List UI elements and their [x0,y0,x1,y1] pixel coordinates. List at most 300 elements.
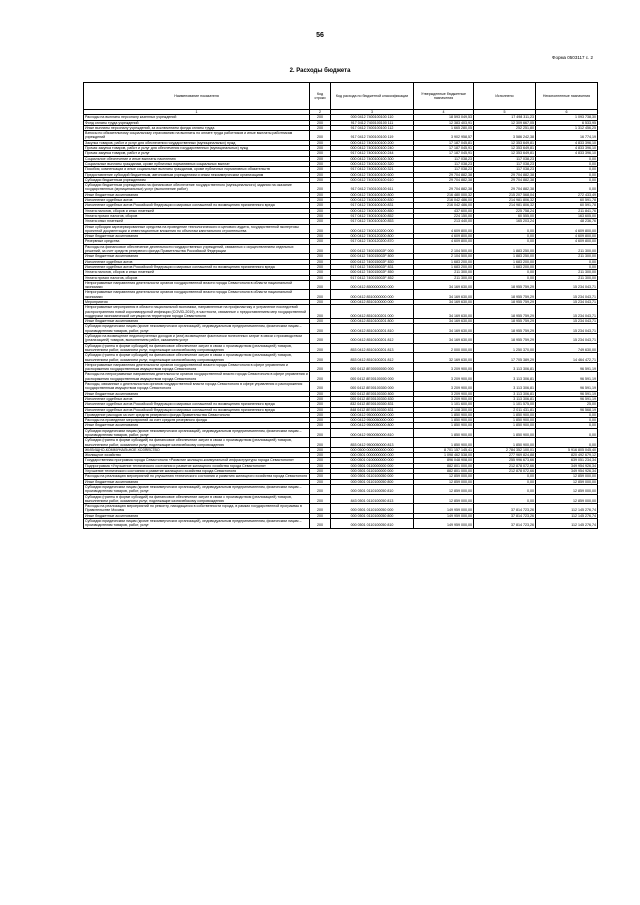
row-name: Субсидии юридическим лицам (кроме некоммерческих организаций), индивидуальным предпринимателям, физическим лицам – производителям товаров, работ, услуг [84,324,310,334]
row-line-code: 200 [310,244,331,254]
row-name: Иные бюджетные ассигнования [84,234,310,239]
row-name: Иные субсидии зарезервированные средства на проведение технологического и ценового аудита, государственной экспертизы проектной документации и инвестиционные вложения по объектам капитального строительства [84,224,310,234]
row-unexecuted: 211 300,00 [536,244,598,254]
table-row [84,372,598,382]
row-executed: 1 850 900,00 [474,423,536,428]
row-unexecuted: 4 609 800,00 [536,224,598,234]
row-executed: 117 038,23 [474,156,536,161]
row-name: Уплата налогов, сборов и иных платежей [84,270,310,275]
row-executed: 252 251,80 [474,125,536,130]
row-approved: 213 440,00 [414,219,474,224]
row-name: Предоставление субсидий бюджетным, автономным учреждениям и иным некоммерческим организациям [84,172,310,177]
row-name: Исполнение судебных актов Российской Федерации и мировых соглашений по возмещению причиненного вреда [84,402,310,407]
row-name: Закупка товаров, работ и услуг для обеспечения государственных (муниципальных) нужд [84,140,310,145]
row-line-code: 200 [310,504,331,514]
row-executed: 12 353 649,81 [474,140,536,145]
row-unexecuted: 820 492 679,12 [536,453,598,458]
row-name: Жилищное хозяйство [84,453,310,458]
row-approved: 3 902 958,57 [414,131,474,141]
row-class-code: 000 0501 0100000000 000 [331,458,414,463]
row-class-code: 000 0412 9500050000 800 [331,423,414,428]
row-approved: 2 108 300,00 [414,407,474,412]
row-class-code: 917 0412 7400100100 852 [331,213,414,218]
row-approved: 224 150,00 [414,213,474,218]
row-line-code: 200 [310,125,331,130]
row-line-code: 200 [310,484,331,494]
row-unexecuted: 1 093 738,30 [536,115,598,120]
row-executed: 3 113 306,81 [474,382,536,392]
row-executed: 1 683 200,00 [474,264,536,269]
row-executed: 17 498 311,23 [474,115,536,120]
row-name: Прочая закупка товаров, работ и услуг для обеспечения государственных (муниципальных) нужд [84,146,310,151]
row-executed: 215 207 568,04 [474,192,536,197]
row-line-code: 200 [310,453,331,458]
row-line-code: 200 [310,140,331,145]
row-unexecuted: 12 859 000,00 [536,494,598,504]
row-unexecuted: 749 630,00 [536,343,598,353]
row-approved: 12 859 000,00 [414,494,474,504]
row-approved: 12 383 403,91 [414,120,474,125]
row-line-code: 200 [310,494,331,504]
row-name: Непрограммные направления деятельности органов государственной власти города Севастополя в области национальной экономики [84,290,310,300]
row-class-code: 853 0412 9500050000 813 [331,438,414,448]
row-approved: 1 101 600,00 [414,402,474,407]
expenses-table [83,82,598,529]
row-line-code: 200 [310,299,331,304]
row-unexecuted: 12 859 000,00 [536,479,598,484]
row-class-code: 832 0412 8E00100300 831 [331,402,414,407]
row-approved: 1 850 900,00 [414,412,474,417]
row-class-code: 000 0412 8E00000000 000 [331,362,414,372]
row-name: Проведение расходов за счет средств резервного фонда Правительства Севастополя [84,412,310,417]
row-line-code: 200 [310,131,331,141]
row-class-code: 917 0412 740015002F 831 [331,264,414,269]
row-line-code: 200 [310,172,331,177]
row-line-code: 200 [310,192,331,197]
row-name: Расходы на реализацию мероприятий по ремонту, находящихся в собственности города, в рамках государственной программы в Правительстве Москвы [84,504,310,514]
table-row [84,382,598,392]
row-class-code: 853 0412 8510100201 812 [331,353,414,363]
row-executed: 18 955 759,29 [474,280,536,290]
row-class-code: 000 0412 8510100201 812 [331,334,414,344]
row-line-code: 200 [310,418,331,423]
row-approved: 12 859 000,00 [414,474,474,479]
row-unexecuted: 4 833 396,10 [536,140,598,145]
column-number: 6 [536,110,598,115]
row-unexecuted: 96 591,19 [536,382,598,392]
row-approved: 3 209 900,00 [414,396,474,401]
row-line-code: 200 [310,463,331,468]
column-number: 4 [414,110,474,115]
row-unexecuted: 0,00 [536,172,598,177]
row-name: Непрограммные мероприятия в области национальной экономики, направленные на профилактику и устранение последствий распространения новой коронавирусной инфекции (COVID-2019), в частности, связанные с предоставлением мер государственной поддержки экономической ситуации на территории города Севастополя [84,305,310,319]
row-executed: 0,00 [474,234,536,239]
row-line-code: 200 [310,372,331,382]
table-row [84,183,598,193]
row-line-code: 200 [310,402,331,407]
header-unexecuted: Неисполненные назначения [536,83,598,110]
row-name: Субсидии (гранты в форме субсидий) на финансовое обеспечение затрат в связи с производством (реализацией) товаров, выполнением работ, оказанием услуг, подлежащие казначейскому сопровождению [84,494,310,504]
row-line-code: 200 [310,270,331,275]
row-line-code: 200 [310,156,331,161]
row-approved: 2 104 500,00 [414,244,474,254]
row-approved: 12 859 000,00 [414,479,474,484]
row-approved: 117 038,23 [414,167,474,172]
row-approved: 4 609 800,00 [414,239,474,244]
row-executed: 117 038,23 [474,161,536,166]
row-approved: 17 187 045,81 [414,140,474,145]
row-name: Исполнение судебных актов Российской Федерации и мировых соглашений по возмещению причиненного вреда [84,203,310,208]
row-approved: 3 209 900,00 [414,372,474,382]
row-class-code: 000 0412 7400100100 800 [331,192,414,197]
row-name: Непрограммные направления деятельности органов государственной власти города Севастополя в сфере управления и распоряжения государственным имуществом города Севастополя [84,362,310,372]
row-name: Иные бюджетные ассигнования [84,513,310,518]
row-class-code: 000 0501 0110100050 810 [331,484,414,494]
row-line-code: 200 [310,343,331,353]
row-approved: 34 169 630,00 [414,299,474,304]
header-executed: Исполнено [474,83,536,110]
row-line-code: 200 [310,423,331,428]
row-class-code: 000 0412 9500000000 000 [331,412,414,417]
row-line-code: 200 [310,275,331,280]
row-unexecuted: 15 234 043,71 [536,324,598,334]
row-approved: 216 480 000,32 [414,192,474,197]
row-approved: 34 169 630,00 [414,334,474,344]
table-row [84,131,598,141]
table-header-row [84,83,598,110]
row-executed: 1 683 200,00 [474,259,536,264]
table-row [84,290,598,300]
row-unexecuted: 4 833 396,10 [536,146,598,151]
row-executed: 225 758,24 [474,208,536,213]
row-executed: 1 850 900,00 [474,438,536,448]
row-unexecuted: 5 916 805 045,40 [536,447,598,452]
row-class-code: 000 0412 7400100100 200 [331,140,414,145]
row-class-code: 917 0412 7400100100 321 [331,167,414,172]
row-line-code: 200 [310,353,331,363]
row-line-code: 200 [310,239,331,244]
table-row [84,334,598,344]
table-row [84,305,598,319]
row-executed: 18 955 759,29 [474,334,536,344]
row-class-code: 000 0412 8510100000 000 [331,299,414,304]
row-unexecuted: 211 300,00 [536,254,598,259]
row-unexecuted: 15 234 043,71 [536,305,598,319]
row-unexecuted: 0,00 [536,177,598,182]
row-executed: 18 955 759,29 [474,324,536,334]
row-executed: 3 113 306,81 [474,391,536,396]
row-line-code: 200 [310,458,331,463]
row-executed: 18 955 759,29 [474,319,536,324]
row-class-code: 000 0412 8E00100300 830 [331,396,414,401]
row-name: Расходы на финансовое обеспечение деятельности государственных учреждений, связанных с осуществлением отдельных решений, за счет средств резервного фонда Правительства Российской Федерации [84,244,310,254]
row-executed: 1 850 900,00 [474,428,536,438]
row-name: Субсидии юридическим лицам (кроме некоммерческих организаций), индивидуальным предпринимателям, физическим лицам – производителям товаров, работ, услуг [84,428,310,438]
row-approved: 117 038,23 [414,156,474,161]
table-row [84,353,598,363]
row-line-code: 200 [310,151,331,156]
page-number: 56 [316,32,324,39]
row-unexecuted: 0,00 [536,438,598,448]
row-name: Субсидии (гранты в форме субсидий) на финансовое обеспечение затрат в связи с производством (реализацией) товаров, выполнением работ, оказанием услуг, подлежащие казначейскому сопровождению [84,343,310,353]
row-class-code: 917 0412 7400100100 611 [331,183,414,193]
row-class-code: 000 0501 0110100000 000 [331,469,414,474]
row-class-code: 000 0412 8E00100300 800 [331,391,414,396]
column-number: 1 [84,110,310,115]
row-executed: 29 704 882,38 [474,172,536,177]
row-name: Фонд оплаты труда учреждений [84,120,310,125]
table-row [84,280,598,290]
row-approved: 882 801 000,00 [414,469,474,474]
row-unexecuted: 639 051 234,34 [536,458,598,463]
row-name: Субсидии юридическим лицам (кроме некоммерческих организаций), индивидуальным предпринимателям, физическим лицам – производителям товаров, работ, услуг [84,519,310,529]
row-line-code: 200 [310,305,331,319]
row-name: Непрограммные направления деятельности органов государственной власти города Севастополя в области национальной экономики [84,280,310,290]
row-line-code: 200 [310,146,331,151]
header-name: Наименование показателя [84,83,310,110]
row-unexecuted: 112 145 276,74 [536,519,598,529]
row-class-code: 000 0500 0000000000 000 [331,447,414,452]
row-executed: 37 814 723,26 [474,504,536,514]
row-class-code: 853 0412 8510100201 813 [331,343,414,353]
row-name: Социальные выплаты гражданам, кроме публичных нормативных социальных выплат [84,161,310,166]
row-line-code: 200 [310,407,331,412]
row-class-code: 917 0412 7400100100 111 [331,120,414,125]
row-line-code: 200 [310,290,331,300]
row-unexecuted: 0,00 [536,156,598,161]
row-executed: 3 586 242,38 [474,131,536,141]
row-class-code: 917 0412 740015002F 852 [331,275,414,280]
row-unexecuted: 0,00 [536,264,598,269]
row-approved: 3 209 900,00 [414,391,474,396]
row-name: Иные бюджетные ассигнования [84,192,310,197]
row-line-code: 200 [310,208,331,213]
row-name: Уплата налогов, сборов и иных платежей [84,208,310,213]
row-approved: 882 801 000,00 [414,463,474,468]
row-executed: 1 101 575,00 [474,402,536,407]
row-executed: 0,00 [474,224,536,234]
table-body [84,115,598,528]
table-row [84,438,598,448]
row-executed: 3 113 306,81 [474,396,536,401]
row-approved: 896 048 908,00 [414,458,474,463]
row-executed: 277 969 824,88 [474,453,536,458]
row-approved: 3 209 900,00 [414,382,474,392]
row-line-code: 200 [310,234,331,239]
row-line-code: 200 [310,428,331,438]
row-name: Социальное обеспечение и иные выплаты населению [84,156,310,161]
row-executed: 212 878 072,66 [474,469,536,474]
row-class-code: 000 0412 7400120200 800 [331,234,414,239]
row-unexecuted: 272 433,49 [536,192,598,197]
row-line-code: 200 [310,213,331,218]
row-unexecuted: 211 841,76 [536,208,598,213]
row-class-code: 000 0412 740015002F 800 [331,254,414,259]
row-approved: 4 609 800,00 [414,234,474,239]
row-name: Иные бюджетные ассигнования [84,254,310,259]
row-executed: 1 250 370,00 [474,343,536,353]
row-class-code: 000 0412 7400100100 300 [331,156,414,161]
row-line-code: 200 [310,219,331,224]
row-unexecuted: 96 591,19 [536,396,598,401]
row-line-code: 200 [310,334,331,344]
row-approved: 1 850 900,00 [414,423,474,428]
row-approved: 1 850 900,00 [414,418,474,423]
row-unexecuted: 0,00 [536,161,598,166]
table-row [84,343,598,353]
row-unexecuted: 16 774,19 [536,131,598,141]
row-unexecuted: 60 591,78 [536,198,598,203]
row-line-code: 200 [310,412,331,417]
row-unexecuted: 0,00 [536,412,598,417]
row-executed: 1 883 250,00 [474,254,536,259]
row-line-code: 200 [310,259,331,264]
row-executed: 12 353 649,81 [474,151,536,156]
row-class-code: 917 0412 7400100100 119 [331,131,414,141]
row-class-code: 000 0501 0110100050 000 [331,474,414,479]
row-class-code: 848 0412 8E00100300 831 [331,407,414,412]
row-unexecuted: 60 591,78 [536,203,598,208]
row-line-code: 200 [310,474,331,479]
row-name: Иные бюджетные ассигнования [84,423,310,428]
row-name: Иные бюджетные ассигнования [84,479,310,484]
row-unexecuted: 15 234 043,71 [536,299,598,304]
row-approved: 18 593 049,53 [414,115,474,120]
row-approved: 1 665 280,05 [414,125,474,130]
row-unexecuted: 25,00 [536,402,598,407]
row-approved: 3 209 900,00 [414,362,474,372]
row-class-code: 000 0412 7400100100 240 [331,146,414,151]
row-line-code: 200 [310,167,331,172]
row-executed: 0,00 [474,275,536,280]
row-class-code: 917 0412 7400100100 112 [331,125,414,130]
row-name: Подпрограмма «Улучшение технического состояния и развитие жилищного хозяйства города Севастополя» [84,463,310,468]
row-class-code: 917 0412 7400100100 244 [331,151,414,156]
row-unexecuted: 0,00 [536,428,598,438]
row-unexecuted: 14 464 472,71 [536,353,598,363]
row-executed: 212 878 072,66 [474,463,536,468]
row-name: Расходы на выплаты персоналу казенных учреждений [84,115,310,120]
table-row [84,484,598,494]
row-approved: 8 701 157 145,41 [414,447,474,452]
row-class-code: 917 0412 7400100100 853 [331,219,414,224]
row-line-code: 200 [310,198,331,203]
row-executed: 117 038,23 [474,167,536,172]
row-unexecuted: 6 533,95 [536,120,598,125]
form-code: Форма 0503117 с. 2 [552,55,593,60]
row-unexecuted: 15 234 043,71 [536,319,598,324]
row-unexecuted: 211 300,00 [536,270,598,275]
row-executed: 0,00 [474,474,536,479]
row-approved: 1 850 900,00 [414,428,474,438]
row-line-code: 200 [310,479,331,484]
row-name: Субсидии бюджетным учреждениям на финансовое обеспечение государственного (муниципального) задания на оказание государственных (муниципальных) услуг (выполнение работ) [84,183,310,193]
row-line-code: 200 [310,161,331,166]
row-class-code: 000 0412 7400100100 850 [331,208,414,213]
row-class-code: 000 0412 7400100100 610 [331,177,414,182]
row-approved: 34 169 630,00 [414,324,474,334]
row-executed: 0,00 [474,494,536,504]
row-name: Уплата прочих налогов, сборов [84,275,310,280]
row-class-code: 000 0412 8510100201 800 [331,319,414,324]
row-approved: 29 704 882,38 [414,177,474,182]
row-approved: 216 042 486,00 [414,203,474,208]
row-approved: 29 704 882,38 [414,183,474,193]
row-approved: 34 169 630,00 [414,305,474,319]
table-row [84,244,598,254]
row-name: Иные бюджетные ассигнования [84,319,310,324]
row-name: Исполнение судебных актов Российской Федерации и мировых соглашений по возмещению причиненного вреда [84,407,310,412]
row-executed: 165 203,24 [474,219,536,224]
row-executed: 37 814 723,26 [474,513,536,518]
row-unexecuted: 1 312 456,25 [536,125,598,130]
table-row [84,494,598,504]
row-executed: 18 955 759,29 [474,290,536,300]
row-class-code: 000 0412 9500050000 810 [331,428,414,438]
row-approved: 34 169 630,00 [414,280,474,290]
row-class-code: 000 0501 0110100050 800 [331,513,414,518]
row-executed: 0,00 [474,479,536,484]
row-name: Исполнение судебных актов [84,198,310,203]
row-class-code: 000 0412 740015002F 830 [331,259,414,264]
row-line-code: 200 [310,382,331,392]
row-class-code: 000 0412 7400100100 110 [331,115,414,120]
row-line-code: 200 [310,469,331,474]
row-approved: 1 683 200,00 [414,264,474,269]
row-executed: 3 113 306,81 [474,362,536,372]
row-name: Уплата прочих налогов, сборов [84,213,310,218]
row-approved: 216 042 486,00 [414,198,474,203]
row-approved: 17 187 045,91 [414,146,474,151]
row-line-code: 200 [310,319,331,324]
row-approved: 149 959 000,00 [414,513,474,518]
row-executed: 29 704 882,38 [474,177,536,182]
table-row [84,519,598,529]
row-class-code: 000 0412 8510000000 000 [331,290,414,300]
row-name: ЖИЛИЩНО-КОММУНАЛЬНОЕ ХОЗЯЙСТВО [84,447,310,452]
row-line-code: 200 [310,177,331,182]
row-line-code: 200 [310,203,331,208]
row-executed: 255 996 673,66 [474,458,536,463]
row-approved: 211 300,00 [414,275,474,280]
row-name: Расходы на реализацию мероприятий по улучшению технического состояния и развитию жилищного хозяйства города Севастополя [84,474,310,479]
row-approved: 149 959 000,00 [414,519,474,529]
row-class-code: 000 0412 8510100201 000 [331,305,414,319]
section-title: 2. Расходы бюджета [289,68,351,74]
row-executed: 18 955 759,29 [474,305,536,319]
row-class-code: 000 0412 8E00100000 000 [331,372,414,382]
row-approved: 2 104 500,00 [414,254,474,259]
row-class-code: 000 0501 0110100050 800 [331,479,414,484]
row-executed: 12 309 667,05 [474,120,536,125]
row-class-code: 000 0412 7400100100 830 [331,198,414,203]
table-row [84,362,598,372]
row-line-code: 200 [310,447,331,452]
row-approved: 1 683 200,00 [414,259,474,264]
table-row [84,504,598,514]
row-name: Исполнение судебных актов Российской Федерации и мировых соглашений по возмещению причиненного вреда [84,264,310,269]
row-executed: 12 353 649,81 [474,146,536,151]
row-name: Пособия, компенсации и иные социальные выплаты гражданам, кроме публичных нормативных обязательств [84,167,310,172]
row-executed: 3 113 306,81 [474,372,536,382]
row-class-code: 000 0412 7400120200 000 [331,224,414,234]
row-line-code: 200 [310,519,331,529]
row-executed: 0,00 [474,484,536,494]
row-approved: 117 038,23 [414,161,474,166]
row-class-code: 000 0412 740015002F 850 [331,270,414,275]
row-unexecuted: 0,00 [536,167,598,172]
row-name: Иные бюджетные ассигнования [84,391,310,396]
